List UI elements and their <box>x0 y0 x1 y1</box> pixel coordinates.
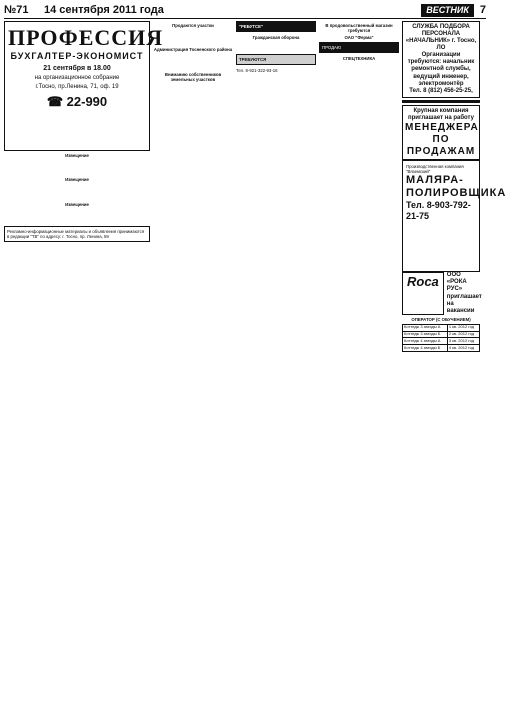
col3-heading: Гражданская оборона <box>252 35 300 41</box>
profession-date: 21 сентября в 18.00 <box>43 64 111 72</box>
notice-body <box>4 160 150 175</box>
page-number: 7 <box>479 4 486 17</box>
roca-text: ООО «РОКА РУС» приглашает на вакансии <box>446 272 482 314</box>
profession-subtitle: БУХГАЛТЕР-ЭКОНОМИСТ <box>10 50 144 61</box>
sell-box <box>319 42 399 53</box>
col3-phone: Тел. 8-921-322-93-16 <box>236 68 278 74</box>
table-row <box>403 338 480 345</box>
profession-title: ПРОФЕССИЯ <box>8 25 164 50</box>
table-cell: 4 кв. 2012 год <box>447 345 479 352</box>
col3-text <box>236 42 316 52</box>
help-title: СЛУЖБА ПОДБОРА ПЕРСОНАЛА «НАЧАЛЬНИК» г. Тосно, ЛО <box>405 24 477 52</box>
profession-ad <box>4 21 164 151</box>
profession-phone: ☎ 22-990 <box>46 93 108 109</box>
roca-ad <box>402 272 480 314</box>
maliar-title: МАЛЯРА-ПОЛИРОВЩИКА <box>406 174 506 200</box>
profession-address: г.Тосно, пр.Ленина, 71, оф. 19 <box>35 83 119 90</box>
help-ad <box>402 21 480 98</box>
rebutse-title: "РЕБУТСЕ" <box>239 24 264 29</box>
col2-heading: Вниманию собственников земельных участков <box>164 71 222 82</box>
column-5 <box>402 21 506 725</box>
ad-info-box <box>4 226 150 242</box>
table-cell: 2 кв. 2012 год <box>447 331 479 338</box>
rebutse-ad <box>236 21 316 32</box>
manager-top: Крупная компания приглашает на работу <box>408 107 474 121</box>
notice-body <box>4 209 150 224</box>
notice-title: Извещение <box>65 201 89 207</box>
column-4 <box>319 21 399 725</box>
jobs-box <box>236 54 316 65</box>
notice-title: Извещение <box>65 177 89 183</box>
roca-job: ОПЕРАТОР (С ОБУЧЕНИЕМ) <box>411 316 471 322</box>
col2-heading: Продаются участки <box>172 23 214 28</box>
manager-ad <box>402 105 480 161</box>
help-line: Организации требуются: начальник ремонтной службы, ведущий инженер, электромонтёр <box>407 52 475 87</box>
price-table <box>402 324 480 352</box>
maliar-phone: Тел. 8-903-792-21-75 <box>406 200 471 221</box>
ad-info-text: Рекламно-информационные материалы и объявления принимаются в редакции "ТВ" по адресу: г. Тосно, пр. Ленина, 59 <box>7 228 145 239</box>
table-cell: 1 кв. 2012 год <box>447 324 479 331</box>
col4-heading: СПЕЦТЕХНИКА <box>342 56 376 62</box>
col4-heading: В продовольственный магазин требуются <box>325 23 393 34</box>
page-header <box>4 3 486 19</box>
column-3 <box>236 21 316 725</box>
table-row <box>403 331 480 338</box>
help-phone: Тел. 8 (812) 456-25-25, <box>409 87 473 94</box>
table-row <box>403 324 480 331</box>
profession-place: на организационное собрание <box>34 74 120 81</box>
col2-text <box>153 30 233 45</box>
maliar-ad <box>402 160 506 272</box>
issue-number: №71 <box>4 4 29 17</box>
divider <box>402 100 480 103</box>
sell-title: ПРОДАЮ <box>322 45 342 51</box>
table-cell: Коттедж 4 звезды А <box>403 338 448 345</box>
col2-text <box>153 84 233 99</box>
table-cell: Коттедж 4 звезды Б <box>403 345 448 352</box>
roca-logo: Roca <box>402 272 444 314</box>
jobs-title: ТРЕБУЮТСЯ <box>239 57 267 63</box>
notice-body <box>4 184 150 199</box>
col2-heading: Администрация Тосненского района <box>153 47 233 53</box>
col4-heading: ОАО "Ферма" <box>344 35 374 41</box>
column-1 <box>4 21 164 725</box>
table-cell: 3 кв. 2012 год <box>447 338 479 345</box>
table-row <box>403 345 480 352</box>
manager-title: МЕНЕДЖЕРА ПО ПРОДАЖАМ <box>405 121 479 157</box>
col2-text <box>153 54 233 69</box>
table-cell: Коттедж 3 звезды А <box>403 324 448 331</box>
paper-logo: ВЕСТНИК <box>421 4 474 17</box>
maliar-top: Производственная компания "Вяземский" <box>406 164 464 175</box>
column-2 <box>153 21 233 725</box>
issue-date: 14 сентября 2011 года <box>44 4 164 17</box>
table-cell: Коттедж 3 звезды Б <box>403 331 448 338</box>
notice-title: Извещение <box>65 153 89 158</box>
